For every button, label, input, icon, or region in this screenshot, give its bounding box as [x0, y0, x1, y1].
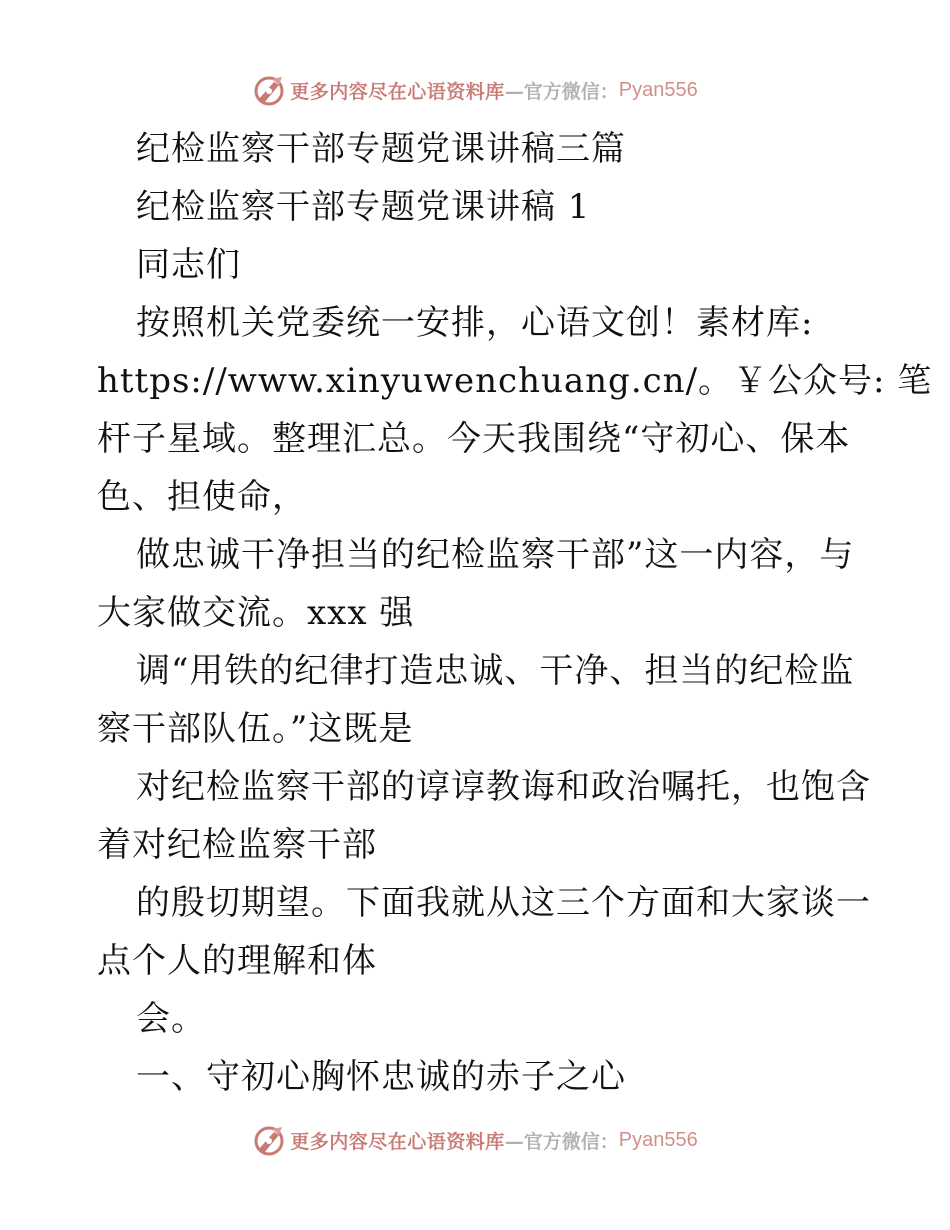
document-body [97, 120, 933, 1106]
paragraph-line: 对纪检监察干部的谆谆教诲和政治嘱托，也饱含 [136, 767, 871, 807]
salutation: 同志们 [136, 245, 241, 285]
paragraph-line: 点个人的理解和体 [97, 941, 377, 981]
banner-sub-text: —官方微信： [504, 80, 619, 103]
banner-main-text: 更多内容尽在心语资料库 [290, 80, 505, 103]
paragraph-line: 大家做交流。xxx 强 [97, 593, 415, 633]
paragraph-line: 杆子星域。整理汇总。今天我围绕“守初心、保本 [97, 419, 851, 459]
paragraph-line: 做忠诚干净担当的纪检监察干部”这一内容，与 [136, 535, 855, 575]
section-heading: 一、守初心胸怀忠诚的赤子之心 [136, 1057, 626, 1097]
pen-circle-logo-icon [252, 73, 286, 107]
banner-sub-text: —官方微信： [504, 1130, 619, 1153]
document-subtitle: 纪检监察干部专题党课讲稿 1 [136, 187, 591, 227]
paragraph-line: 察干部队伍。”这既是 [97, 709, 414, 749]
paragraph-line: 着对纪检监察干部 [97, 825, 377, 865]
paragraph-line: https://www.xinyuwenchuang.cn/。￥公众号: 笔 [97, 361, 933, 401]
banner-main-text: 更多内容尽在心语资料库 [290, 1130, 505, 1153]
pen-circle-logo-icon [252, 1123, 286, 1157]
paragraph-line: 的殷切期望。下面我就从这三个方面和大家谈一 [136, 883, 871, 923]
header-banner [0, 70, 950, 110]
paragraph-line: 会。 [136, 999, 206, 1039]
paragraph-line: 色、担使命， [97, 477, 307, 517]
banner-wechat-id: Pyan556 [618, 78, 698, 101]
banner-wechat-id: Pyan556 [618, 1128, 698, 1151]
paragraph-line: 调“用铁的纪律打造忠诚、干净、担当的纪检监 [136, 651, 855, 691]
footer-banner [0, 1120, 950, 1160]
paragraph-line: 按照机关党委统一安排，心语文创！素材库: [136, 303, 814, 343]
document-title: 纪检监察干部专题党课讲稿三篇 [136, 129, 626, 169]
